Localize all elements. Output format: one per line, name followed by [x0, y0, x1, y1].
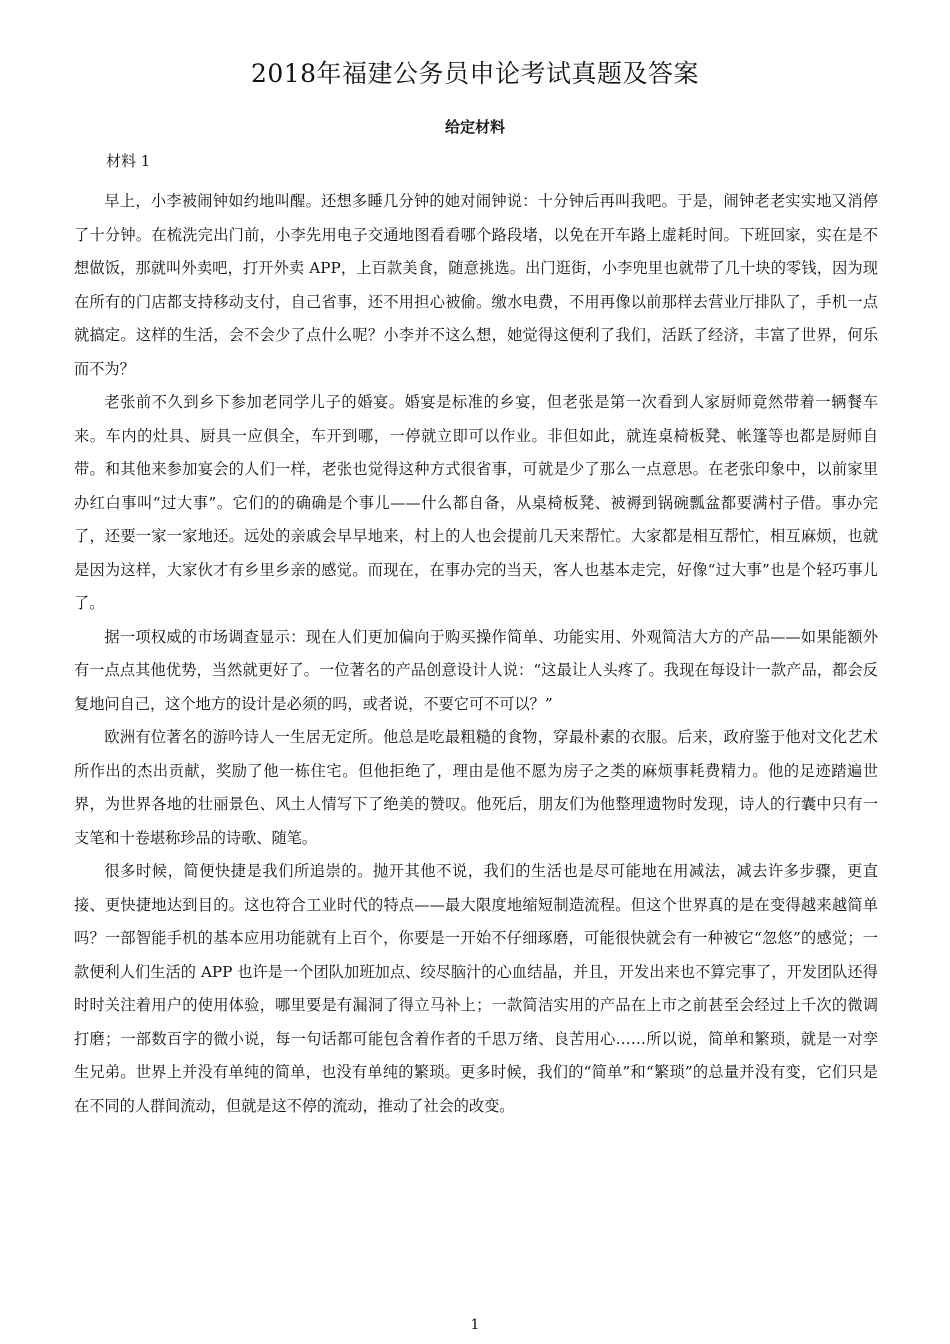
- document-title: 2018年福建公务员申论考试真题及答案: [250, 59, 700, 88]
- section-heading: 给定材料: [444, 118, 505, 136]
- paragraph: 早上，小李被闹钟如约地叫醒。还想多睡几分钟的她对闹钟说：十分钟后再叫我吧。于是，闹钟老老实实地又消停了十分钟。在梳洗完出门前，小李先用电子交通地图看看哪个路段堵，以免在开车路上虚耗时间。下班回家，实在是不想做饭，那就叫外卖吧，打开外卖 APP，上百款美食，随意挑选。出门逛街，小李兜里也就带了几十块的零钱，因为现在所有的门店都支持移动支付，自己省事，还不用担心被偷。缴水电费，不用再像以前那样去营业厅排队了，手机一点就搞定。这样的生活，会不会少了点什么呢？小李并不这么想，她觉得这便利了我们，活跃了经济，丰富了世界，何乐而不为？: [74, 192, 878, 378]
- paragraph: 老张前不久到乡下参加老同学儿子的婚宴。婚宴是标准的乡宴，但老张是第一次看到人家厨师竟然带着一辆餐车来。车内的灶具、厨具一应俱全，车开到哪，一停就立即可以作业。非但如此，就连桌椅板凳、帐篷等也都是厨师自带。和其他来参加宴会的人们一样，老张也觉得这种方式很省事，可就是少了那么一点意思。在老张印象中，以前家里办红白事叫“过大事”。它们的的确确是个事儿——什么都自备，从桌椅板凳、被褥到锅碗瓢盆都要满村子借。事办完了，还要一家一家地还。远处的亲戚会早早地来，村上的人也会提前几天来帮忙。大家都是相互帮忙，相互麻烦，也就是因为这样，大家伙才有乡里乡亲的感觉。而现在，在事办完的当天，客人也基本走完，好像“过大事”也是个轻巧事儿了。: [74, 393, 878, 612]
- paragraph: 欧洲有位著名的游吟诗人一生居无定所。他总是吃最粗糙的食物，穿最朴素的衣服。后来，政府鉴于他对文化艺术所作出的杰出贡献，奖励了他一栋住宅。但他拒绝了，理由是他不愿为房子之类的麻烦事耗费精力。他的足迹踏遍世界，为世界各地的壮丽景色、风土人情写下了绝美的赞叹。他死后，朋友们为他整理遗物时发现，诗人的行囊中只有一支笔和十卷堪称珍品的诗歌、随笔。: [74, 728, 878, 847]
- paragraph: 据一项权威的市场调查显示：现在人们更加偏向于购买操作简单、功能实用、外观简洁大方的产品——如果能额外有一点点其他优势，当然就更好了。一位著名的产品创意设计人说：“这最让人头疼了。我现在每设计一款产品，都会反复地问自己，这个地方的设计是必须的吗，或者说，不要它可不可以？”: [74, 627, 878, 713]
- paragraph: 很多时候，简便快捷是我们所追崇的。抛开其他不说，我们的生活也是尽可能地在用减法，减去许多步骤，更直接、更快捷地达到目的。这也符合工业时代的特点——最大限度地缩短制造流程。但这个世界真的是在变得越来越简单吗？一部智能手机的基本应用功能就有上百个，你要是一开始不仔细琢磨，可能很快就会有一种被它“忽悠”的感觉；一款便利人们生活的 APP 也许是一个团队加班加点、绞尽脑汁的心血结晶，并且，开发出来也不算完事了，开发团队还得时时关注着用户的使用体验，哪里要是有漏洞了得立马补上；一款简洁实用的产品在上市之前甚至会经过上千次的微调打磨；一部数百字的微小说，每一句话都可能包含着作者的千思万绪、良苦用心……所以说，简单和繁琐，就是一对孪生兄弟。世界上并没有单纯的简单，也没有单纯的繁琐。更多时候，我们的“简单”和“繁琐”的总量并没有变，它们只是在不同的人群间流动，但就是这不停的流动，推动了社会的改变。: [74, 862, 878, 1115]
- material-label: 材料 1: [106, 152, 151, 170]
- page-number: 1: [470, 1317, 480, 1333]
- material-body: [74, 185, 878, 1123]
